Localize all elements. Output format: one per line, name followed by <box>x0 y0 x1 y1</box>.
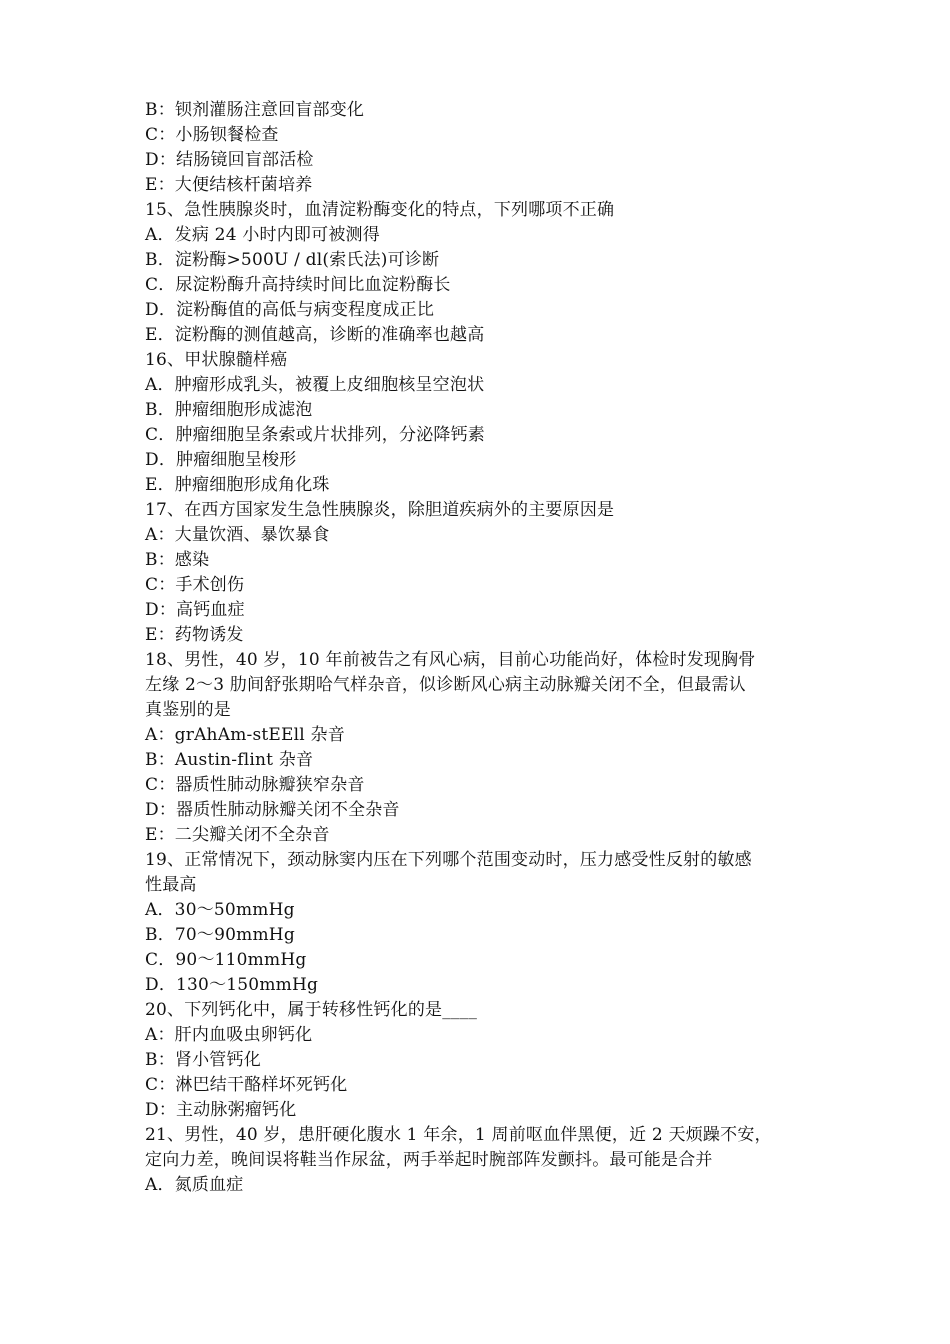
option-line: E：大便结核杆菌培养 <box>145 175 313 195</box>
question-18-option-e: E：二尖瓣关闭不全杂音 <box>145 825 330 845</box>
question-17-stem: 17、在西方国家发生急性胰腺炎，除胆道疾病外的主要原因是 <box>145 500 615 520</box>
question-17-option-e: E：药物诱发 <box>145 625 244 645</box>
question-16-option-c: C．肿瘤细胞呈条索或片状排列，分泌降钙素 <box>145 425 486 445</box>
question-16-option-d: D．肿瘤细胞呈梭形 <box>145 450 297 470</box>
question-18-option-b: B：Austin-flint 杂音 <box>145 750 314 770</box>
question-21-stem-line: 定向力差，晚间误将鞋当作尿盆，两手举起时腕部阵发颤抖。最可能是合并 <box>145 1150 713 1170</box>
question-20-option-b: B：肾小管钙化 <box>145 1050 261 1070</box>
question-18-stem-line: 真鉴别的是 <box>145 700 231 720</box>
question-19-option-c: C．90～110mmHg <box>145 950 307 970</box>
question-19-stem-line: 19、正常情况下，颈动脉窦内压在下列哪个范围变动时，压力感受性反射的敏感 <box>145 850 752 870</box>
question-20-option-c: C：淋巴结干酪样坏死钙化 <box>145 1075 348 1095</box>
question-16-option-e: E．肿瘤细胞形成角化珠 <box>145 475 330 495</box>
question-20-option-a: A：肝内血吸虫卵钙化 <box>145 1025 313 1045</box>
question-18-option-a: A：grAhAm-stEEll 杂音 <box>145 725 345 745</box>
question-15-option-d: D．淀粉酶值的高低与病变程度成正比 <box>145 300 435 320</box>
question-20-option-d: D：主动脉粥瘤钙化 <box>145 1100 297 1120</box>
question-18-stem-line: 左缘 2～3 肋间舒张期哈气样杂音，似诊断风心病主动脉瓣关闭不全，但最需认 <box>145 675 746 695</box>
question-16-option-b: B．肿瘤细胞形成滤泡 <box>145 400 313 420</box>
question-15-option-b: B．淀粉酶>500U / dl(索氏法)可诊断 <box>145 250 440 270</box>
question-20-stem: 20、下列钙化中，属于转移性钙化的是____ <box>145 1000 478 1020</box>
option-line: C：小肠钡餐检查 <box>145 125 279 145</box>
question-17-option-c: C：手术创伤 <box>145 575 245 595</box>
option-line: B：钡剂灌肠注意回盲部变化 <box>145 100 365 120</box>
question-21-stem-line: 21、男性，40 岁，患肝硬化腹水 1 年余，1 周前呕血伴黑便，近 2 天烦躁不安， <box>145 1125 772 1145</box>
option-line: D：结肠镜回盲部活检 <box>145 150 314 170</box>
question-18-option-d: D：器质性肺动脉瓣关闭不全杂音 <box>145 800 400 820</box>
question-15-option-a: A．发病 24 小时内即可被测得 <box>145 225 380 245</box>
question-17-option-a: A：大量饮酒、暴饮暴食 <box>145 525 330 545</box>
question-17-option-d: D：高钙血症 <box>145 600 245 620</box>
question-19-option-d: D．130～150mmHg <box>145 975 319 995</box>
question-21-option-a: A．氮质血症 <box>145 1175 244 1195</box>
question-15-option-e: E．淀粉酶的测值越高，诊断的准确率也越高 <box>145 325 485 345</box>
question-19-stem-line: 性最高 <box>145 875 197 895</box>
question-19-option-a: A．30～50mmHg <box>145 900 295 920</box>
question-19-option-b: B．70～90mmHg <box>145 925 295 945</box>
document-body <box>145 98 813 1198</box>
question-15-stem: 15、急性胰腺炎时，血清淀粉酶变化的特点，下列哪项不正确 <box>145 200 615 220</box>
question-16-stem: 16、甲状腺髓样癌 <box>145 350 288 370</box>
question-16-option-a: A．肿瘤形成乳头，被覆上皮细胞核呈空泡状 <box>145 375 485 395</box>
question-15-option-c: C．尿淀粉酶升高持续时间比血淀粉酶长 <box>145 275 451 295</box>
question-18-option-c: C：器质性肺动脉瓣狭窄杂音 <box>145 775 365 795</box>
question-18-stem-line: 18、男性，40 岁，10 年前被告之有风心病，目前心功能尚好，体检时发现胸骨 <box>145 650 756 670</box>
question-17-option-b: B：感染 <box>145 550 210 570</box>
